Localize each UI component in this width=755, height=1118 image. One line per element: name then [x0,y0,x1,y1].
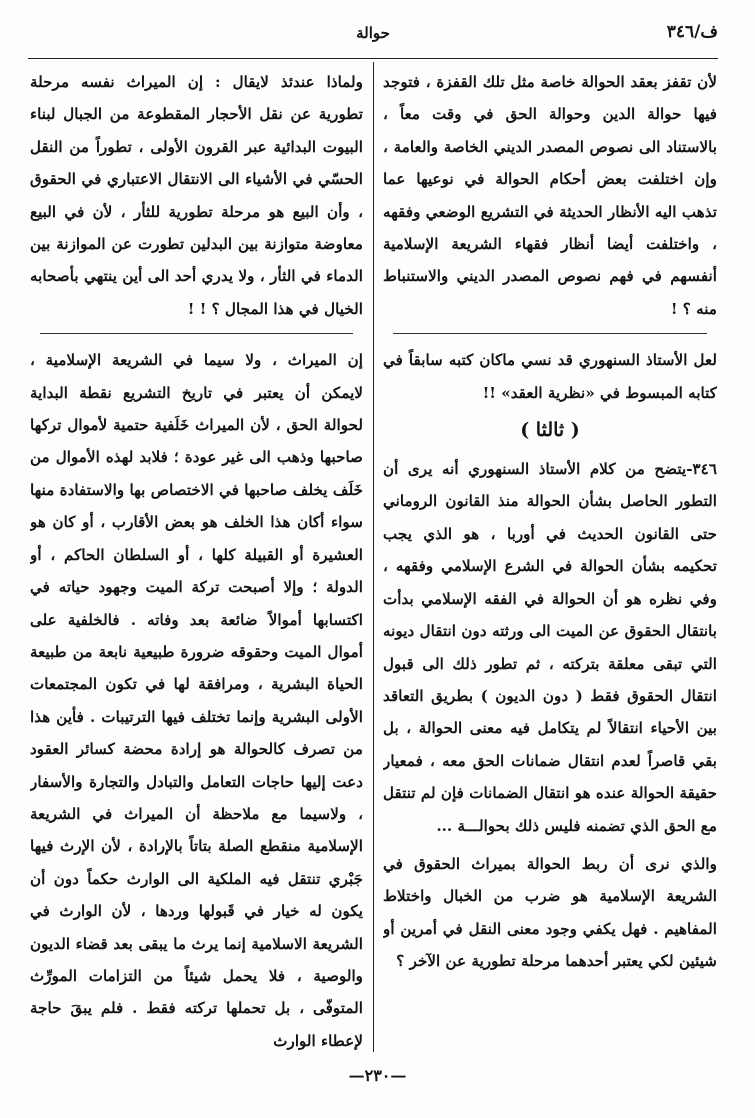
left-paragraph-1: ولماذا عندئذ لايقال : إن الميراث نفسه مرحلة تطورية عن نقل الأحجار المقطوعة من الجبال لبناء البيوت البدائية عبر القرون الأولى ، تطوراً من النقل الحسّي في الأشياء الى الانتقال الاعتباري في الحقوق ، وأن البيع هو مرحلة تطورية للثأر ، لأن في البيع معاوضة متوازنة بين البدلين تطورت عن الموازنة بين الدماء في الثأر ، ولا يدري أحد الى أين ينتهي بأصحابه الخيال في هذا المجال ؟ ! ! [30,73,363,318]
paragraph-separator [40,333,353,334]
paragraph-separator [393,333,707,334]
section-heading: ( ثالثا ) [520,419,580,442]
page-number: —٢٣٠— [348,1066,407,1085]
right-column [383,66,717,1056]
right-paragraph-3 [383,453,717,842]
right-paragraph-2: لعل الأستاذ السنهوري قد نسي ماكان كتبه سابقاً في كتابه المبسوط في «نظرية العقد» !! [383,351,717,402]
page-header [28,22,718,52]
header-rule [28,58,718,59]
left-paragraph-2: إن الميراث ، ولا سيما في الشريعة الإسلامية ، لايمكن أن يعتبر في تاريخ التشريع نقطة البداية لحوالة الحق ، لأن الميراث خَلَفية حتمية لأموال تركها صاحبها وذهب الى غير عودة ؛ فلابد لهذه الأموال من خَلَف يخلف صاحبها في الاختصاص بها والاستفادة منها سواء أكان هذا الخلف هو بعض الأقارب ، أو كان هو العشيرة أو القبيلة كلها ، أو السلطان الحاكم ، أو الدولة ؛ وإلا أصبحت تركة الميت وجهود حياته في اكتسابها أموالاً ضائعة بعد وفاته . فالخلفية على أموال الميت وحقوقه ضرورة طبيعية نابعة من طبيعة الحياة البشرية ، ومرافقة لها في تكون المجتمعات الأولى البشرية وإنما تختلف فيها الترتيبات . فأين هذا من تصرف كالحوالة هو إرادة محضة كسائر العقود دعت إليها حاجات التعامل والتبادل والتجارة والأسفار ، ولاسيما مع ملاحظة أن الميراث في الشريعة الإسلامية منقطع الصلة بتاتاً بالإرادة ، لأن الإرث فيها جَبْري تنتقل فيه الملكية الى الوارث حكماً دون أن يكون له خيار في قَبولها وردها ، لأن الوارث في الشريعة الاسلامية إنما يرث ما يبقى بعد قضاء الديون والوصية ، فلا يحمل شيئاً من التزامات المورِّث المتوفّى ، بل تحملها تركته فقط . فلم يبقَ حاجة لإعطاء الوارث [30,351,363,1050]
entry-reference: ف/٣٤٦ [666,22,718,42]
paragraph-number: ٣٤٦ [692,460,717,479]
right-paragraph-3-text: -يتضح من كلام الأستاذ السنهوري أنه يرى أن التطور الحاصل بشأن الحوالة منذ القانون الروماني حتى القانون الحديث في أوربا ، هو الذي يجب تحكيمه بشأن الحوالة في الشرع الإسلامي وفقهه ، وفي نظره هو أن الحوالة في الفقه الإسلامي بدأت بانتقال الحقوق عن الميت الى ورثته دون انتقال ديونه التي تبقى معلقة بتركته ، ثم تطور ذلك الى قبول انتقال الحقوق فقط ( دون الديون ) بطريق التعاقد بين الأحياء انتقالاً لم يتكامل فيه معنى الحوالة ، بل بقي قاصراً لعدم انتقال ضمانات الحق معه ، فمعيار حقيقة الحوالة عنده هو انتقال الضمانات فإن لم تنتقل مع الحق الذي تضمنه فليس ذلك بحوالـــة ... [383,460,717,835]
running-title: حوالة [356,24,390,42]
right-paragraph-4: والذي نرى أن ربط الحوالة بميراث الحقوق في الشريعة الإسلامية هو ضرب من الخبال واختلاط المفاهيم . فهل يكفي وجود معنى النقل في أمرين أو شيئين لكي يعتبر أحدهما مرحلة تطورية عن الآخر ؟ [383,854,717,971]
column-divider [373,62,374,1052]
right-paragraph-1: لأن تقفز بعقد الحوالة خاصة مثل تلك القفزة ، فتوجد فيها حوالة الدين وحوالة الحق في وقت معاً ، بالاستناد الى نصوص المصدر الديني الخاصة والعامة ، وإن اختلفت بعض أحكام الحوالة في نوعيها عما تذهب اليه الأنظار الحديثة في التشريع الوضعي وفقهه ، واختلفت أيضا أنظار فقهاء الشريعة الإسلامية أنفسهم في فهم نصوص المصدر الديني والاستنباط منه ؟ ! [383,73,717,318]
left-column [30,66,363,1056]
